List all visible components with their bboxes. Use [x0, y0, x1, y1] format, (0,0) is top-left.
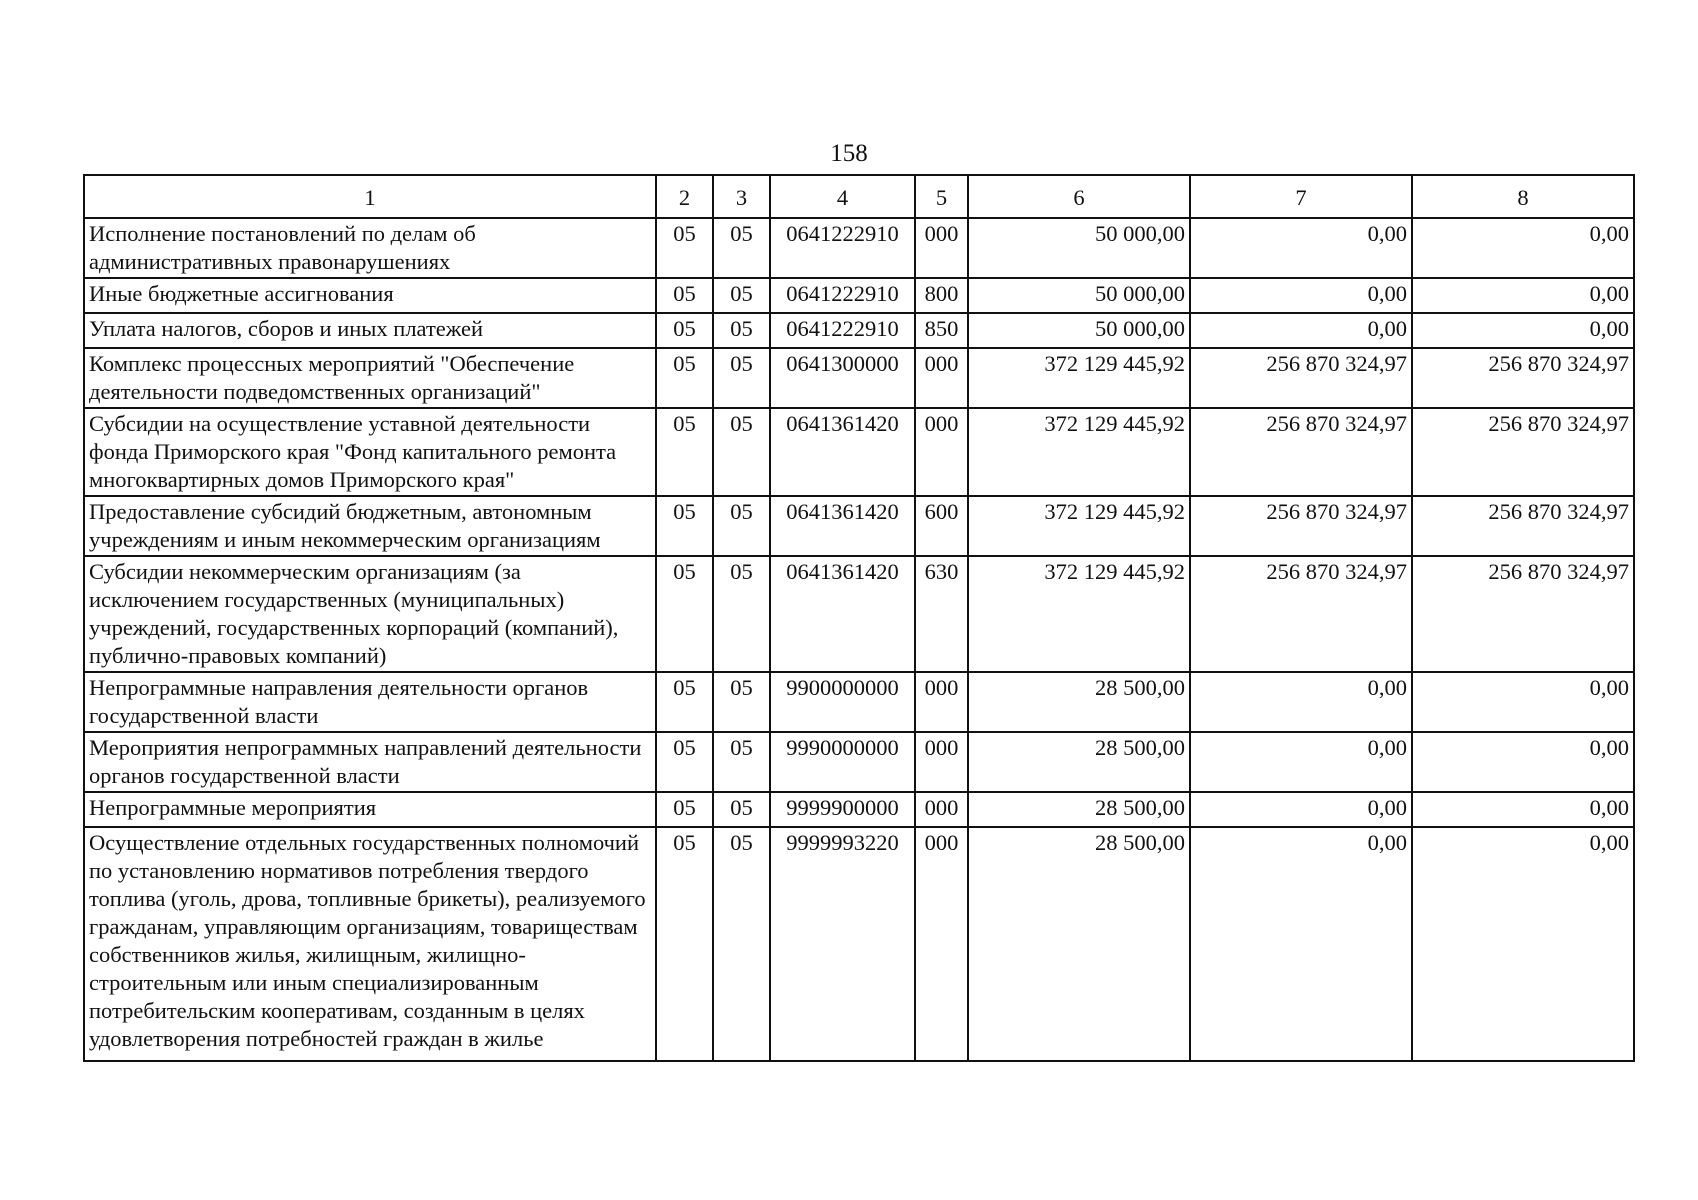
col3-code: 05	[713, 278, 770, 313]
amount-col7: 0,00	[1190, 278, 1412, 313]
target-article-code: 0641300000	[770, 348, 915, 408]
row-name: Непрограммные мероприятия	[84, 792, 656, 827]
amount-col6: 28 500,00	[968, 792, 1190, 827]
col3-code: 05	[713, 496, 770, 556]
column-header-2: 2	[656, 175, 713, 218]
column-header-5: 5	[915, 175, 968, 218]
target-article-code: 0641361420	[770, 556, 915, 672]
expense-type-code: 000	[915, 218, 968, 278]
target-article-code: 0641361420	[770, 408, 915, 496]
col2-code: 05	[656, 792, 713, 827]
col3-code: 05	[713, 313, 770, 348]
amount-col8: 256 870 324,97	[1412, 556, 1634, 672]
amount-col6: 50 000,00	[968, 278, 1190, 313]
amount-col7: 0,00	[1190, 792, 1412, 827]
row-name: Непрограммные направления деятельности органов государственной власти	[84, 672, 656, 732]
target-article-code: 9999993220	[770, 827, 915, 1061]
row-name: Предоставление субсидий бюджетным, автономным учреждениям и иным некоммерческим организациям	[84, 496, 656, 556]
table-row	[84, 556, 1634, 672]
expense-type-code: 850	[915, 313, 968, 348]
expense-type-code: 600	[915, 496, 968, 556]
amount-col8: 256 870 324,97	[1412, 348, 1634, 408]
column-header-1: 1	[84, 175, 656, 218]
expense-type-code: 000	[915, 732, 968, 792]
target-article-code: 0641361420	[770, 496, 915, 556]
col2-code: 05	[656, 408, 713, 496]
table-body	[84, 218, 1634, 1061]
amount-col7: 256 870 324,97	[1190, 496, 1412, 556]
amount-col8: 256 870 324,97	[1412, 496, 1634, 556]
amount-col7: 0,00	[1190, 218, 1412, 278]
page-number: 158	[830, 140, 868, 167]
amount-col6: 372 129 445,92	[968, 556, 1190, 672]
expense-type-code: 000	[915, 348, 968, 408]
col3-code: 05	[713, 218, 770, 278]
table-row	[84, 827, 1634, 1061]
target-article-code: 0641222910	[770, 313, 915, 348]
col2-code: 05	[656, 672, 713, 732]
table-row	[84, 313, 1634, 348]
col3-code: 05	[713, 672, 770, 732]
row-name: Субсидии некоммерческим организациям (за исключением государственных (муниципальных) учреждений, государственных корпораций (компаний), публично-правовых компаний)	[84, 556, 656, 672]
amount-col8: 0,00	[1412, 732, 1634, 792]
row-name: Осуществление отдельных государственных полномочий по установлению нормативов потребления твердого топлива (уголь, дрова, топливные брикеты), реализуемого гражданам, управляющим организациям, товариществам собственников жилья, жилищным, жилищно-строительным или иным специализированным потребительским кооперативам, созданным в целях удовлетворения потребностей граждан в жилье	[84, 827, 656, 1061]
col3-code: 05	[713, 556, 770, 672]
amount-col8: 0,00	[1412, 792, 1634, 827]
table-row	[84, 496, 1634, 556]
header-row	[84, 175, 1634, 218]
table-row	[84, 672, 1634, 732]
target-article-code: 0641222910	[770, 218, 915, 278]
expense-type-code: 000	[915, 672, 968, 732]
table-row	[84, 408, 1634, 496]
column-header-6: 6	[968, 175, 1190, 218]
expense-type-code: 000	[915, 827, 968, 1061]
amount-col6: 372 129 445,92	[968, 408, 1190, 496]
row-name: Мероприятия непрограммных направлений деятельности органов государственной власти	[84, 732, 656, 792]
col2-code: 05	[656, 827, 713, 1061]
column-header-7: 7	[1190, 175, 1412, 218]
col3-code: 05	[713, 732, 770, 792]
table-row	[84, 218, 1634, 278]
amount-col7: 256 870 324,97	[1190, 348, 1412, 408]
col2-code: 05	[656, 732, 713, 792]
amount-col7: 0,00	[1190, 672, 1412, 732]
amount-col7: 0,00	[1190, 732, 1412, 792]
amount-col6: 28 500,00	[968, 732, 1190, 792]
amount-col8: 0,00	[1412, 218, 1634, 278]
target-article-code: 9999900000	[770, 792, 915, 827]
amount-col7: 0,00	[1190, 827, 1412, 1061]
target-article-code: 9900000000	[770, 672, 915, 732]
amount-col6: 28 500,00	[968, 827, 1190, 1061]
col2-code: 05	[656, 278, 713, 313]
amount-col8: 0,00	[1412, 827, 1634, 1061]
target-article-code: 9990000000	[770, 732, 915, 792]
expense-type-code: 000	[915, 792, 968, 827]
table-row	[84, 792, 1634, 827]
amount-col8: 0,00	[1412, 313, 1634, 348]
target-article-code: 0641222910	[770, 278, 915, 313]
table-row	[84, 348, 1634, 408]
amount-col6: 50 000,00	[968, 218, 1190, 278]
col3-code: 05	[713, 827, 770, 1061]
col2-code: 05	[656, 313, 713, 348]
budget-table	[83, 174, 1635, 1062]
col3-code: 05	[713, 792, 770, 827]
amount-col6: 28 500,00	[968, 672, 1190, 732]
expense-type-code: 000	[915, 408, 968, 496]
row-name: Уплата налогов, сборов и иных платежей	[84, 313, 656, 348]
col2-code: 05	[656, 348, 713, 408]
amount-col7: 256 870 324,97	[1190, 408, 1412, 496]
column-header-4: 4	[770, 175, 915, 218]
row-name: Исполнение постановлений по делам об административных правонарушениях	[84, 218, 656, 278]
row-name: Иные бюджетные ассигнования	[84, 278, 656, 313]
column-header-8: 8	[1412, 175, 1634, 218]
amount-col8: 0,00	[1412, 672, 1634, 732]
row-name: Комплекс процессных мероприятий "Обеспечение деятельности подведомственных организаций"	[84, 348, 656, 408]
amount-col8: 0,00	[1412, 278, 1634, 313]
amount-col7: 0,00	[1190, 313, 1412, 348]
col2-code: 05	[656, 218, 713, 278]
col2-code: 05	[656, 556, 713, 672]
col3-code: 05	[713, 348, 770, 408]
amount-col8: 256 870 324,97	[1412, 408, 1634, 496]
column-header-3: 3	[713, 175, 770, 218]
table-row	[84, 278, 1634, 313]
col3-code: 05	[713, 408, 770, 496]
expense-type-code: 800	[915, 278, 968, 313]
col2-code: 05	[656, 496, 713, 556]
row-name: Субсидии на осуществление уставной деятельности фонда Приморского края "Фонд капитального ремонта многоквартирных домов Приморского края"	[84, 408, 656, 496]
amount-col7: 256 870 324,97	[1190, 556, 1412, 672]
amount-col6: 372 129 445,92	[968, 496, 1190, 556]
amount-col6: 50 000,00	[968, 313, 1190, 348]
amount-col6: 372 129 445,92	[968, 348, 1190, 408]
table-row	[84, 732, 1634, 792]
expense-type-code: 630	[915, 556, 968, 672]
